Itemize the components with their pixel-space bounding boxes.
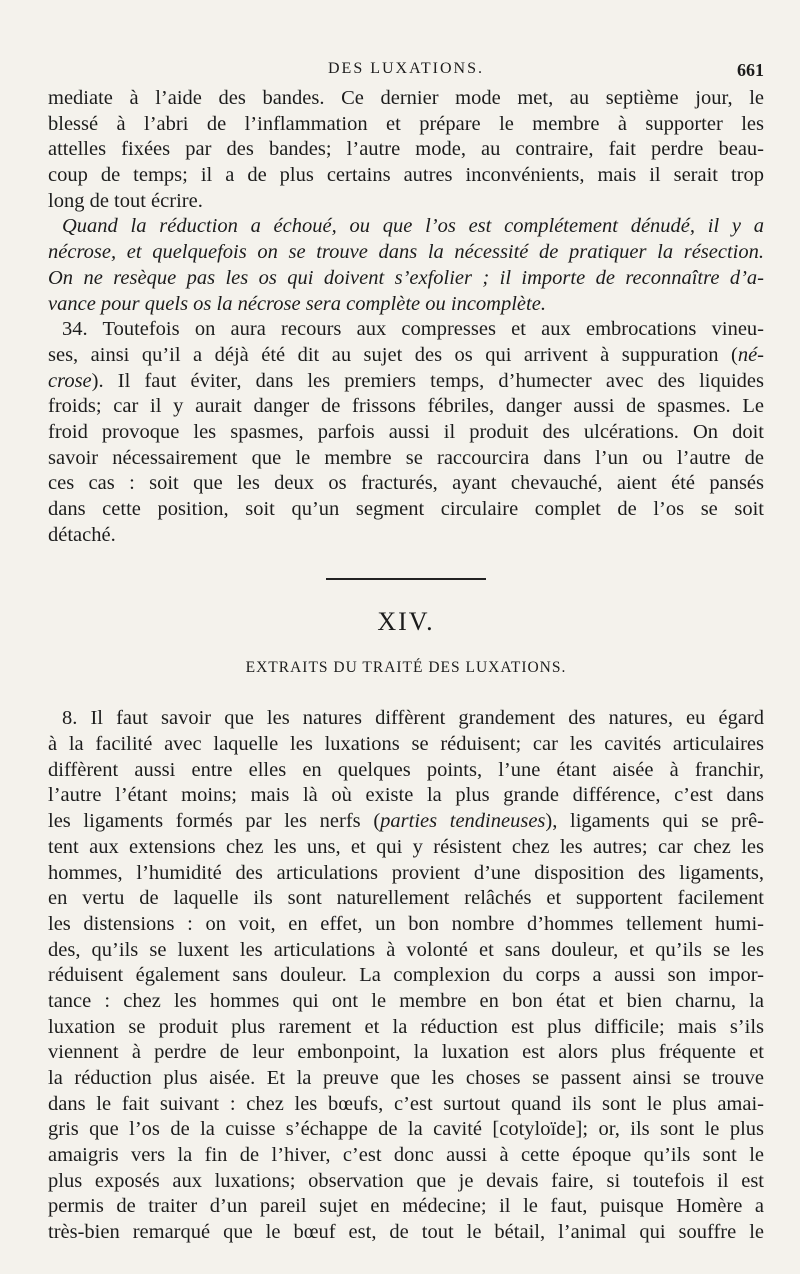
text-line [48,369,764,395]
text-line: coup de temps; il a de plus certains autres inconvénients, mais il serait trop [48,164,764,187]
section-numeral: XIV. [377,607,435,637]
text-line: blessé à l’abri de l’inflammation et prépare le membre à supporter les [48,112,764,135]
text-line: réduisent également sans douleur. La complexion du corps a aussi son impor- [48,964,764,987]
text-line: luxation se produit plus rarement et la réduction est plus difficile; mais s’ils [48,1015,764,1038]
text-line: hommes, l’humidité des articulations provient d’une disposition des ligaments, [48,861,764,884]
section-divider [326,578,486,580]
text-line: 34. Toutefois on aura recours aux compresses et aux embrocations vineu- [62,318,764,341]
text-line: très-bien remarqué que le bœuf est, de tout le bétail, l’animal qui souffre le [48,1221,764,1244]
text-line: On ne resèque pas les os qui doivent s’exfolier ; il importe de reconnaître d’a- [48,266,764,289]
text-line: dans cette position, soit qu’un segment circulaire complet de l’os se soit [48,498,764,520]
text-line: détaché. [48,523,116,546]
text-line: vance pour quels os la nécrose sera complète ou incomplète. [48,292,546,315]
text-line: long de tout écrire. [48,189,203,212]
running-head-title: DES LUXATIONS. [328,60,484,77]
text-line: en vertu de laquelle ils sont naturellement relâchés et supportent facilement [48,887,764,910]
text-line: des, qu’ils se luxent les articulations à volonté et sans douleur, et qu’ils se les [48,938,764,961]
text-line: Quand la réduction a échoué, ou que l’os est complétement dénudé, il y a [62,215,764,238]
text-line: attelles fixées par des bandes; l’autre mode, au contraire, fait perdre beau- [48,138,764,161]
text-line: 8. Il faut savoir que les natures diffèrent grandement des natures, eu égard [62,707,764,730]
text-line: froids; car il y aurait danger de frissons fébriles, danger aussi de spasmes. Le [48,395,764,418]
italic-term: crose [48,369,92,392]
text-line: plus exposés aux luxations; observation que je devais faire, si toutefois il est [48,1169,764,1192]
spacer [48,678,764,706]
paragraph-bandages [48,86,764,214]
running-head [48,60,764,86]
text-segment: ), ligaments qui se prê- [545,810,764,833]
section-title: EXTRAITS DU TRAITÉ DES LUXATIONS. [245,659,567,677]
text-line: l’autre l’étant moins; mais là où existe la plus grande différence, c’est dans [48,784,764,807]
book-page [48,60,764,1246]
text-line: dans le fait suivant : chez les bœufs, c’est surtout quand ils sont le plus amai- [48,1092,764,1115]
text-line: mediate à l’aide des bandes. Ce dernier mode met, au septième jour, le [48,87,764,109]
paragraph-8 [48,706,764,1245]
text-line: tent aux extensions chez les uns, et qui y résistent chez les autres; car chez les [48,835,764,858]
text-line: froid provoque les spasmes, parfois aussi il produit des ulcérations. On doit [48,420,764,443]
text-segment: ses, ainsi qu’il a déjà été dit au sujet des os qui arrivent à suppuration ( [48,343,738,366]
paragraph-34 [48,317,764,548]
text-line: la réduction plus aisée. Et la preuve que les choses se passent ainsi se trouve [48,1067,764,1089]
text-line: gris que l’os de la cuisse s’échappe de la cavité [cotyloïde]; or, ils sont le plus [48,1118,764,1141]
italic-term: parties tendineuses [380,810,546,833]
text-line: viennent à perdre de leur embonpoint, la luxation est alors plus fréquente et [48,1041,764,1064]
text-line [48,809,764,835]
paragraph-necrose-italic [48,214,764,317]
text-line: ces cas : soit que les deux os fracturés, ayant chevauché, aient été pansés [48,472,764,495]
text-line: permis de traiter d’un pareil sujet en médecine; il le faut, puisque Homère a [48,1195,764,1218]
text-segment: ). Il faut éviter, dans les premiers temps, d’humecter avec des liquides [91,369,764,392]
text-line: nécrose, et quelquefois on se trouve dans la nécessité de pratiquer la résection. [48,241,764,264]
text-segment: les ligaments formés par les nerfs ( [48,810,381,833]
page-number: 661 [737,60,764,80]
text-line: diffèrent aussi entre elles en quelques points, l’une étant aisée à franchir, [48,758,764,781]
text-line: savoir nécessairement que le membre se raccourcira dans l’un ou l’autre de [48,446,764,469]
text-line: à la facilité avec laquelle les luxations se réduisent; car les cavités articulaires [48,733,764,756]
text-line: tance : chez les hommes qui ont le membre en bon état et bien charnu, la [48,989,764,1012]
text-line [48,343,764,369]
text-line: amaigris vers la fin de l’hiver, c’est donc aussi à cette époque qu’ils sont le [48,1144,764,1167]
text-line: les distensions : on voit, en effet, un bon nombre d’hommes tellement humi- [48,912,764,935]
italic-term: né- [737,343,764,366]
